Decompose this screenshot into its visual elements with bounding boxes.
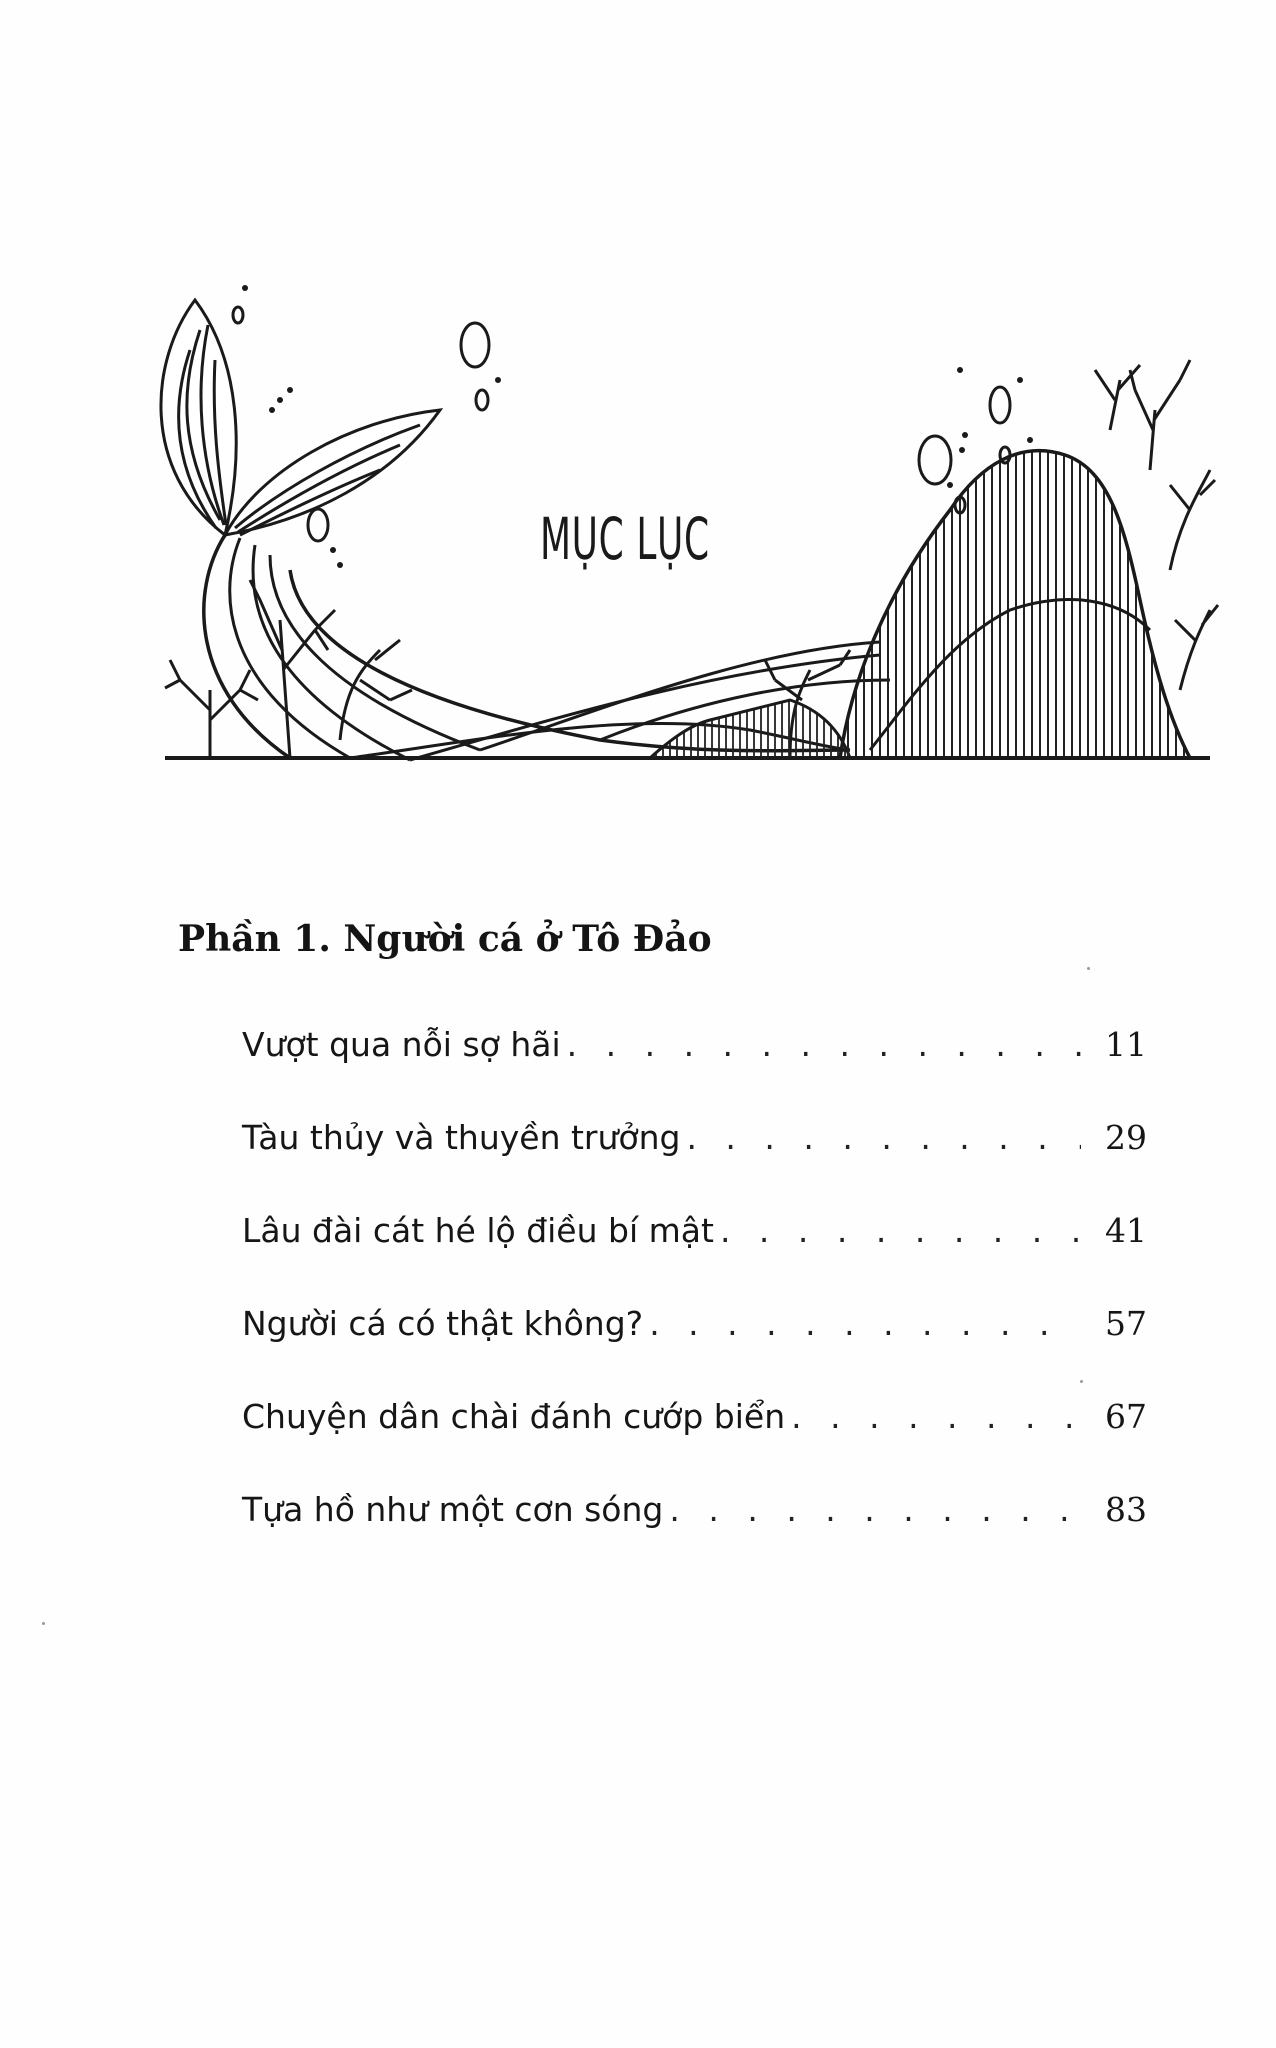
print-speck: [1087, 967, 1090, 970]
table-of-contents: [242, 1025, 1147, 1583]
rock-icon: [650, 700, 850, 758]
part-heading: Phần 1. Người cá ở Tô Đảo: [178, 918, 712, 960]
toc-entry[interactable]: [242, 1118, 1147, 1211]
print-speck: [1080, 1380, 1083, 1383]
toc-entry[interactable]: [242, 1025, 1147, 1118]
toc-entry-page: 83: [1105, 1490, 1147, 1529]
toc-entry[interactable]: [242, 1304, 1147, 1397]
toc-entry[interactable]: [242, 1490, 1147, 1583]
toc-entry[interactable]: [242, 1211, 1147, 1304]
toc-entry-page: 67: [1105, 1397, 1147, 1436]
toc-leader-dots: [649, 1304, 1081, 1343]
toc-entry-title: Người cá có thật không?: [242, 1304, 644, 1343]
toc-entry-page: 57: [1105, 1304, 1147, 1343]
toc-entry-page: 41: [1105, 1211, 1147, 1250]
toc-entry[interactable]: [242, 1397, 1147, 1490]
toc-leader-dots: [686, 1118, 1081, 1157]
toc-entry-title: Lâu đài cát hé lộ điều bí mật: [242, 1211, 714, 1250]
toc-entry-title: Tàu thủy và thuyền trưởng: [242, 1118, 681, 1157]
toc-leader-dots: [791, 1397, 1081, 1436]
toc-entry-page: 29: [1105, 1118, 1147, 1157]
toc-entry-title: Chuyện dân chài đánh cướp biển: [242, 1397, 786, 1436]
toc-entry-page: 11: [1105, 1025, 1147, 1064]
print-speck: [42, 1622, 45, 1625]
mermaid-tail-icon: [161, 300, 890, 760]
toc-leader-dots: [720, 1211, 1081, 1250]
toc-entry-title: Vượt qua nỗi sợ hãi: [242, 1025, 561, 1064]
rock-icon: [840, 451, 1190, 758]
toc-leader-dots: [567, 1025, 1081, 1064]
toc-leader-dots: [669, 1490, 1081, 1529]
toc-entry-title: Tựa hồ như một cơn sóng: [242, 1490, 664, 1529]
page-title: MỤC LỤC: [540, 505, 710, 573]
